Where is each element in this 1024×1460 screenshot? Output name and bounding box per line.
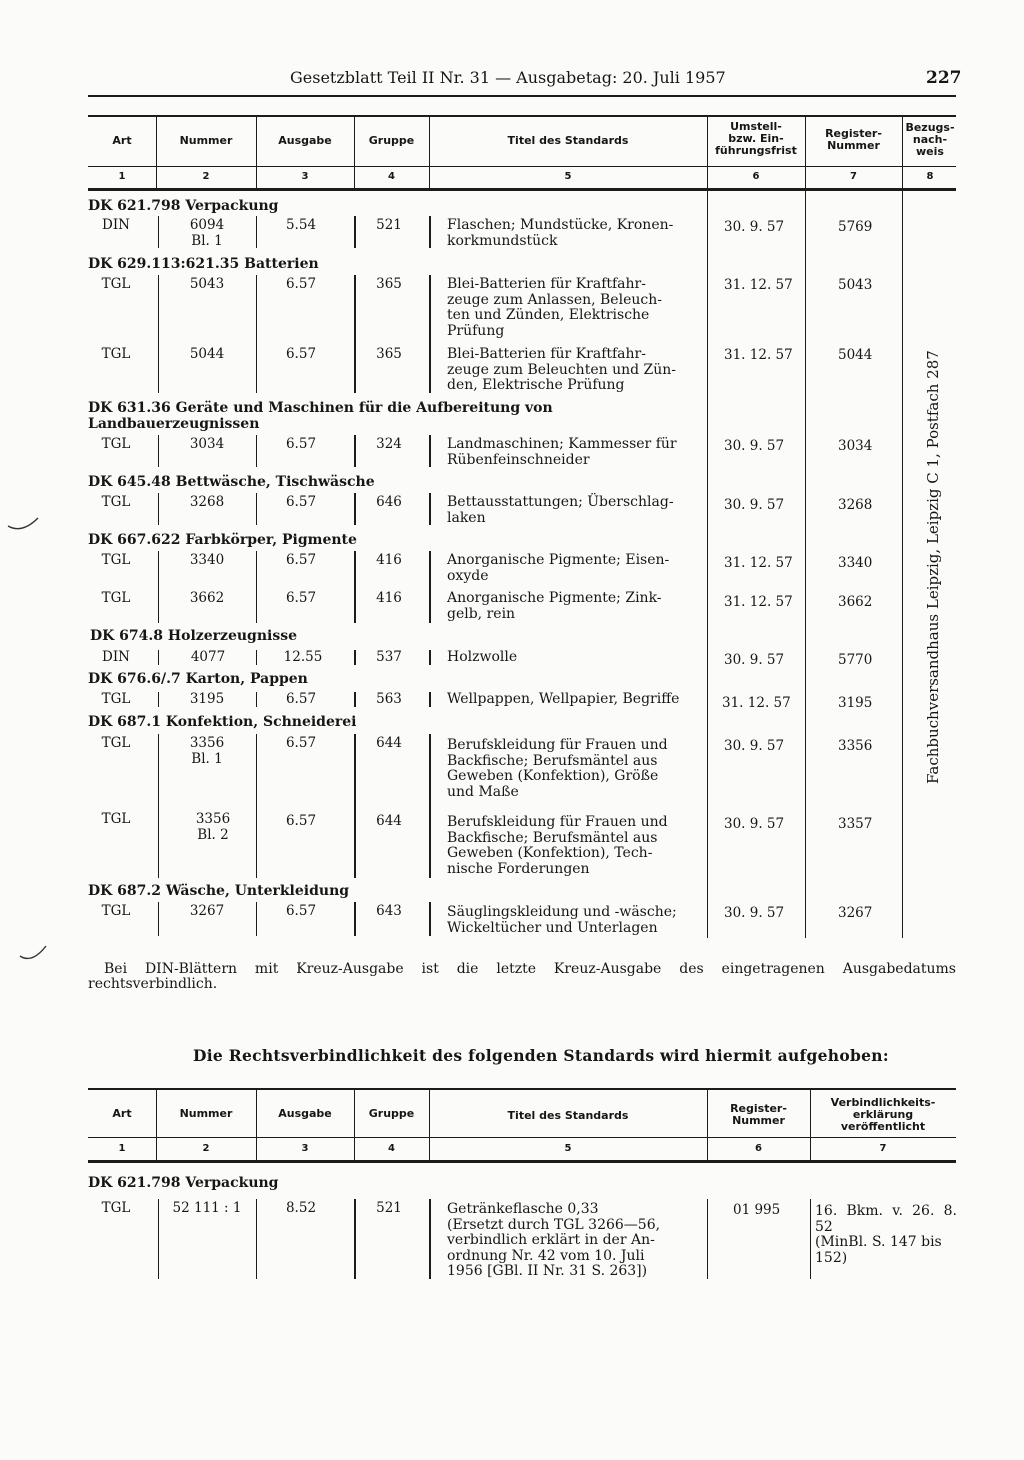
cell-gruppe: 646 bbox=[376, 494, 402, 510]
cell-nummer: 3356 bbox=[189, 735, 225, 751]
margin-check-mark-icon bbox=[6, 512, 40, 534]
row-divider bbox=[429, 902, 431, 936]
cell-gruppe: 643 bbox=[376, 903, 402, 919]
column-header-line: nach- bbox=[912, 133, 948, 146]
cell-nummer: 4077 bbox=[190, 649, 226, 665]
title-line: gelb, rein bbox=[447, 605, 516, 622]
cell-nummer: 3662 bbox=[189, 590, 225, 606]
cell-nummer: 6094 bbox=[189, 217, 225, 233]
column-number: 2 bbox=[202, 171, 210, 182]
title-line: Berufskleidung für Frauen und bbox=[447, 814, 668, 830]
column-header-gruppe: Gruppe bbox=[368, 134, 415, 147]
section-heading bbox=[88, 400, 553, 432]
cell-nummer: 3195 bbox=[189, 691, 225, 707]
cell-register: 3662 bbox=[838, 594, 873, 610]
title-line: Anorganische Pigmente; Zink- bbox=[447, 590, 662, 606]
cell-frist: 30. 9. 57 bbox=[724, 219, 785, 235]
cell-titel bbox=[447, 591, 687, 622]
cell-ausgabe: 6.57 bbox=[285, 436, 317, 452]
cell-art: TGL bbox=[101, 691, 131, 707]
column-header-nummer: Nummer bbox=[179, 1107, 233, 1120]
section-heading: DK 674.8 Holzerzeugnisse bbox=[90, 628, 298, 644]
publication-line: 16. Bkm. v. 26. 8. 52 bbox=[815, 1203, 957, 1235]
column-header-nummer: Nummer bbox=[179, 134, 233, 147]
column-number: 3 bbox=[301, 1143, 309, 1154]
title-line: Flaschen; Mundstücke, Kronen- bbox=[447, 217, 674, 233]
cell-register: 3034 bbox=[838, 438, 873, 454]
cell-art: TGL bbox=[101, 590, 131, 606]
cell-frist: 31. 12. 57 bbox=[724, 347, 793, 363]
title-line: Backfische; Berufsmäntel aus bbox=[447, 752, 658, 769]
section-heading-line: Landbauerzeugnissen bbox=[88, 416, 260, 432]
title-line: Landmaschinen; Kammesser für bbox=[447, 436, 677, 452]
row-divider bbox=[256, 902, 257, 936]
row-divider bbox=[256, 275, 257, 393]
cell-art: TGL bbox=[101, 552, 131, 568]
cell-register: 3357 bbox=[838, 816, 873, 832]
cell-titel bbox=[447, 692, 703, 708]
cell-art: TGL bbox=[101, 346, 131, 362]
column-divider bbox=[805, 190, 806, 938]
table-subheader-rule bbox=[88, 1160, 956, 1163]
column-header-ausgabe: Ausgabe bbox=[278, 1107, 332, 1120]
row-divider bbox=[429, 692, 431, 707]
row-divider bbox=[158, 734, 159, 878]
column-header-line: Nummer bbox=[732, 1114, 785, 1127]
cell-ausgabe: 12.55 bbox=[283, 649, 323, 665]
column-divider bbox=[707, 190, 708, 938]
cell-nummer: 3340 bbox=[189, 552, 225, 568]
cell-register: 5043 bbox=[838, 277, 873, 293]
cell-register: 3195 bbox=[838, 695, 873, 711]
cell-gruppe: 365 bbox=[376, 276, 402, 292]
cell-register: 01 995 bbox=[733, 1202, 781, 1218]
cell-titel bbox=[447, 1202, 689, 1280]
cell-gruppe: 521 bbox=[376, 1200, 402, 1216]
cell-frist: 31. 12. 57 bbox=[724, 277, 793, 293]
section-heading: DK 621.798 Verpackung bbox=[88, 1175, 279, 1191]
cell-titel bbox=[447, 495, 687, 526]
cell-nummer: 3034 bbox=[189, 436, 225, 452]
title-line: ordnung Nr. 42 vom 10. Juli bbox=[447, 1247, 645, 1264]
row-divider bbox=[158, 216, 159, 248]
publication-line: 152) bbox=[815, 1249, 848, 1266]
cell-register: 3268 bbox=[838, 497, 873, 513]
row-divider bbox=[429, 551, 431, 623]
column-header-titel: Titel des Standards bbox=[507, 134, 629, 147]
cell-ausgabe: 6.57 bbox=[285, 735, 317, 751]
row-divider bbox=[158, 1199, 159, 1279]
column-header-line: veröffentlicht bbox=[840, 1120, 926, 1133]
note-line: Bei DIN-Blättern mit Kreuz-Ausgabe ist die letzte Kreuz-Ausgabe des eingetragenen Ausgabedatums bbox=[104, 961, 956, 977]
cell-ausgabe: 6.57 bbox=[285, 494, 317, 510]
column-header-titel: Titel des Standards bbox=[507, 1109, 629, 1122]
title-line: Berufskleidung für Frauen und bbox=[447, 737, 668, 753]
row-divider bbox=[429, 216, 431, 248]
cell-ausgabe: 8.52 bbox=[285, 1200, 317, 1216]
row-divider bbox=[354, 902, 356, 936]
page-number: 227 bbox=[926, 68, 962, 88]
column-number: 7 bbox=[879, 1143, 887, 1154]
row-divider bbox=[429, 275, 431, 393]
cell-art: TGL bbox=[101, 811, 131, 827]
cell-nummer: 5044 bbox=[189, 346, 225, 362]
row-divider bbox=[810, 1199, 811, 1279]
cell-ausgabe: 6.57 bbox=[285, 691, 317, 707]
column-number: 1 bbox=[118, 1143, 126, 1154]
cell-titel bbox=[447, 553, 687, 584]
cell-frist: 31. 12. 57 bbox=[724, 555, 793, 571]
row-divider bbox=[158, 902, 159, 936]
column-number: 6 bbox=[755, 1143, 762, 1154]
cell-ausgabe: 6.57 bbox=[285, 346, 317, 362]
cell-gruppe: 416 bbox=[376, 552, 402, 568]
row-divider bbox=[158, 275, 159, 393]
column-number: 4 bbox=[388, 171, 395, 182]
title-line: 1956 [GBl. II Nr. 31 S. 263]) bbox=[447, 1263, 648, 1279]
cell-frist: 30. 9. 57 bbox=[724, 652, 785, 668]
cell-register: 5769 bbox=[838, 219, 873, 235]
section-heading: DK 621.798 Verpackung bbox=[88, 198, 279, 214]
row-divider bbox=[429, 650, 431, 665]
column-header-line: weis bbox=[916, 145, 944, 158]
row-divider bbox=[158, 692, 159, 707]
row-divider bbox=[707, 1199, 708, 1279]
cell-nummer-blatt: Bl. 1 bbox=[191, 751, 223, 767]
cell-frist: 30. 9. 57 bbox=[724, 738, 785, 754]
row-divider bbox=[158, 493, 159, 525]
cell-titel bbox=[447, 738, 687, 800]
cell-gruppe: 365 bbox=[376, 346, 402, 362]
column-number: 4 bbox=[388, 1143, 395, 1154]
publication-line: (MinBl. S. 147 bis bbox=[815, 1234, 942, 1250]
margin-check-mark-icon bbox=[18, 942, 48, 964]
table-header-rule bbox=[88, 166, 956, 167]
title-line: Geweben (Konfektion), Größe bbox=[447, 768, 659, 784]
column-number: 3 bbox=[301, 171, 309, 182]
note-line: rechtsverbindlich. bbox=[88, 976, 218, 992]
cell-register: 3340 bbox=[838, 555, 873, 571]
column-number: 1 bbox=[118, 171, 126, 182]
column-header-register bbox=[805, 128, 902, 152]
title-line: nische Forderungen bbox=[447, 860, 590, 877]
column-header-line: erklärung bbox=[852, 1108, 914, 1121]
table-subheader-rule bbox=[88, 188, 956, 191]
row-divider bbox=[256, 692, 257, 707]
title-line: Anorganische Pigmente; Eisen- bbox=[447, 552, 670, 568]
cell-register: 5044 bbox=[838, 347, 873, 363]
cell-ausgabe: 6.57 bbox=[285, 552, 317, 568]
column-header-veroeffentlicht bbox=[810, 1097, 956, 1133]
section-heading: DK 667.622 Farbkörper, Pigmente bbox=[88, 532, 357, 548]
row-divider bbox=[256, 1199, 257, 1279]
column-divider bbox=[902, 190, 903, 938]
row-divider bbox=[354, 493, 356, 525]
cell-titel bbox=[447, 905, 697, 936]
table-header-rule bbox=[88, 1137, 956, 1138]
cell-ausgabe: 6.57 bbox=[285, 903, 317, 919]
column-header-line: Register- bbox=[825, 127, 882, 140]
cell-nummer: 3268 bbox=[189, 494, 225, 510]
column-number: 6 bbox=[752, 171, 760, 182]
cell-titel bbox=[447, 218, 687, 249]
cell-titel bbox=[447, 347, 687, 394]
row-divider bbox=[429, 493, 431, 525]
cell-register: 3356 bbox=[838, 738, 873, 754]
column-header-line: Umstell- bbox=[730, 120, 782, 133]
row-divider bbox=[354, 692, 356, 707]
title-line: Wellpappen, Wellpapier, Begriffe bbox=[447, 691, 680, 707]
title-line: Bettausstattungen; Überschlag- bbox=[447, 494, 674, 510]
column-header-art: Art bbox=[112, 134, 132, 147]
cell-titel bbox=[447, 437, 687, 468]
section-heading-line: DK 631.36 Geräte und Maschinen für die Aufbereitung von bbox=[88, 400, 553, 416]
cell-veroeffentlicht bbox=[815, 1204, 957, 1266]
column-header-art: Art bbox=[112, 1107, 132, 1120]
cell-frist: 30. 9. 57 bbox=[724, 497, 785, 513]
cell-titel bbox=[447, 650, 687, 666]
row-divider bbox=[256, 551, 257, 623]
cell-ausgabe: 6.57 bbox=[285, 813, 317, 829]
column-header-line: Bezugs- bbox=[905, 121, 955, 134]
cell-frist: 30. 9. 57 bbox=[724, 438, 785, 454]
title-line: und Maße bbox=[447, 783, 519, 800]
title-line: Prüfung bbox=[447, 322, 505, 339]
title-line: den, Elektrische Prüfung bbox=[447, 377, 625, 393]
cell-titel bbox=[447, 815, 687, 877]
cell-gruppe: 521 bbox=[376, 217, 402, 233]
cell-art: DIN bbox=[102, 649, 130, 665]
row-divider bbox=[256, 216, 257, 248]
title-line: Rübenfeinschneider bbox=[447, 451, 590, 468]
cell-gruppe: 644 bbox=[376, 735, 402, 751]
title-line: laken bbox=[447, 509, 486, 526]
section-heading: DK 687.2 Wäsche, Unterkleidung bbox=[88, 883, 350, 899]
column-number: 2 bbox=[202, 1143, 210, 1154]
title-line: oxyde bbox=[447, 567, 489, 584]
column-header-bezug bbox=[902, 122, 958, 158]
cell-nummer-blatt: Bl. 1 bbox=[191, 233, 223, 249]
row-divider bbox=[354, 435, 356, 467]
section2-heading: Die Rechtsverbindlichkeit des folgenden Standards wird hiermit aufgehoben: bbox=[193, 1046, 889, 1065]
row-divider bbox=[354, 216, 356, 248]
title-line: ten und Zünden, Elektrische bbox=[447, 307, 650, 323]
title-line: Getränkeflasche 0,33 bbox=[447, 1201, 599, 1217]
row-divider bbox=[354, 1199, 356, 1279]
title-line: Holzwolle bbox=[447, 649, 518, 665]
row-divider bbox=[354, 650, 356, 665]
title-line: Blei-Batterien für Kraftfahr- bbox=[447, 276, 646, 292]
column-header-register bbox=[707, 1103, 810, 1127]
cell-gruppe: 563 bbox=[376, 691, 402, 707]
column-number: 5 bbox=[564, 171, 572, 182]
section-heading: DK 645.48 Bettwäsche, Tischwäsche bbox=[88, 474, 375, 490]
title-line: verbindlich erklärt in der An- bbox=[447, 1232, 655, 1248]
table-top-rule bbox=[88, 1088, 956, 1090]
cell-ausgabe: 5.54 bbox=[285, 217, 317, 233]
cell-nummer: 3356 bbox=[195, 811, 231, 827]
title-line: Blei-Batterien für Kraftfahr- bbox=[447, 346, 646, 362]
cell-gruppe: 416 bbox=[376, 590, 402, 606]
row-divider bbox=[354, 275, 356, 393]
page-header-title: Gesetzblatt Teil II Nr. 31 — Ausgabetag: 20. Juli 1957 bbox=[290, 68, 726, 87]
column-number: 7 bbox=[850, 171, 857, 182]
column-header-gruppe: Gruppe bbox=[368, 1107, 415, 1120]
column-header-frist bbox=[707, 121, 805, 157]
cell-ausgabe: 6.57 bbox=[285, 590, 317, 606]
cell-art: DIN bbox=[102, 217, 130, 233]
column-number: 5 bbox=[564, 1143, 572, 1154]
row-divider bbox=[158, 551, 159, 623]
column-header-line: Verbindlichkeits- bbox=[830, 1096, 936, 1109]
row-divider bbox=[256, 435, 257, 467]
column-header-ausgabe: Ausgabe bbox=[278, 134, 332, 147]
row-divider bbox=[158, 435, 159, 467]
column-header-line: bzw. Ein- bbox=[728, 132, 784, 145]
row-divider bbox=[256, 734, 257, 878]
section-heading: DK 676.6/.7 Karton, Pappen bbox=[88, 671, 308, 687]
title-line: Backfische; Berufsmäntel aus bbox=[447, 829, 658, 846]
cell-nummer-blatt: Bl. 2 bbox=[197, 827, 229, 843]
column-number: 8 bbox=[926, 171, 934, 182]
header-rule bbox=[88, 95, 956, 97]
table-top-rule bbox=[88, 115, 956, 117]
cell-nummer: 3267 bbox=[189, 903, 225, 919]
title-line: Wickeltücher und Unterlagen bbox=[447, 919, 658, 936]
title-line: zeuge zum Beleuchten und Zün- bbox=[447, 361, 677, 378]
row-divider bbox=[429, 1199, 431, 1279]
cell-art: TGL bbox=[101, 903, 131, 919]
cell-gruppe: 537 bbox=[376, 649, 402, 665]
title-line: korkmundstück bbox=[447, 232, 558, 249]
row-divider bbox=[256, 493, 257, 525]
section-heading: DK 687.1 Konfektion, Schneiderei bbox=[88, 714, 357, 730]
row-divider bbox=[158, 650, 159, 665]
cell-art: TGL bbox=[101, 1200, 131, 1216]
row-divider bbox=[354, 551, 356, 623]
title-line: zeuge zum Anlassen, Beleuch- bbox=[447, 291, 662, 308]
cell-frist: 30. 9. 57 bbox=[724, 816, 785, 832]
cell-ausgabe: 6.57 bbox=[285, 276, 317, 292]
column-header-line: Nummer bbox=[827, 139, 880, 152]
cell-register: 5770 bbox=[838, 652, 873, 668]
cell-frist: 31. 12. 57 bbox=[722, 695, 791, 711]
cell-gruppe: 644 bbox=[376, 813, 402, 829]
column-header-line: führungsfrist bbox=[715, 144, 797, 157]
cell-titel bbox=[447, 277, 687, 339]
bezugsnachweis-vertical: Fachbuchversandhaus Leipzig, Leipzig C 1, Postfach 287 bbox=[924, 350, 942, 784]
row-divider bbox=[256, 650, 257, 665]
cell-nummer: 52 111 : 1 bbox=[172, 1200, 242, 1216]
cell-gruppe: 324 bbox=[376, 436, 402, 452]
cell-art: TGL bbox=[101, 276, 131, 292]
title-line: Säuglingskleidung und -wäsche; bbox=[447, 904, 677, 920]
cell-art: TGL bbox=[101, 436, 131, 452]
row-divider bbox=[429, 435, 431, 467]
row-divider bbox=[429, 734, 431, 878]
cell-art: TGL bbox=[101, 494, 131, 510]
section-heading: DK 629.113:621.35 Batterien bbox=[88, 256, 319, 272]
title-line: Geweben (Konfektion), Tech- bbox=[447, 845, 653, 861]
cell-register: 3267 bbox=[838, 905, 873, 921]
row-divider bbox=[354, 734, 356, 878]
cell-art: TGL bbox=[101, 735, 131, 751]
column-header-line: Register- bbox=[730, 1102, 787, 1115]
cell-nummer: 5043 bbox=[189, 276, 225, 292]
cell-frist: 30. 9. 57 bbox=[724, 905, 785, 921]
cell-frist: 31. 12. 57 bbox=[724, 594, 793, 610]
title-line: (Ersetzt durch TGL 3266—56, bbox=[447, 1216, 661, 1233]
